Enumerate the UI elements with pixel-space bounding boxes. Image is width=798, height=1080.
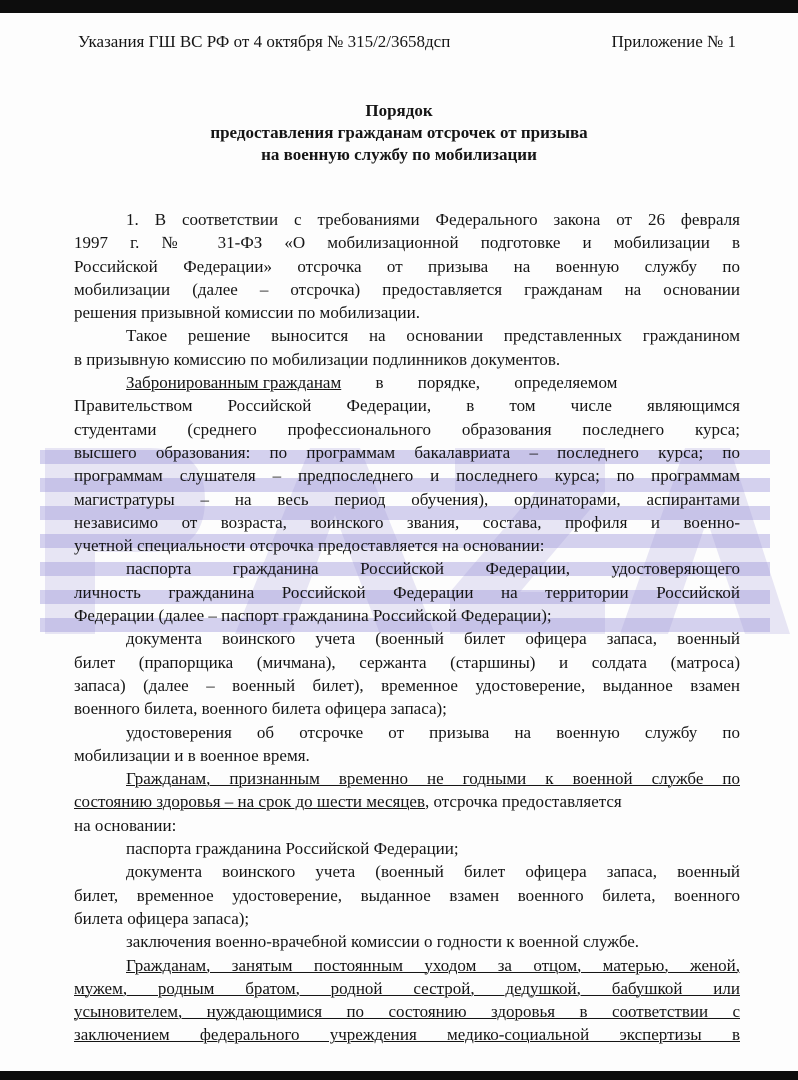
text-line: 1. В соответствии с требованиями Федерального закона от 26 февраля [126,210,740,229]
underlined-heading: Гражданам, признанным временно не годными к военной службе по [126,769,740,789]
text-line [74,371,740,394]
text-line: военного билета, военного билета офицера запаса); [74,699,447,719]
text-line: личность гражданина Российской Федерации на территории Российской [74,582,740,602]
text-line: программам слушателя – предпоследнего и последнего курса; по программам [74,466,740,486]
text-line: учетной специальности отсрочка предоставляется на основании: [74,536,545,556]
title-line: предоставления гражданам отсрочек от призыва [210,123,588,142]
text-line: Такое решение выносится на основании представленных гражданином [126,326,740,346]
underlined-heading: Забронированным гражданам [126,373,342,393]
text-line: высшего образования: по программам бакалавриата – последнего курса; по [74,442,740,462]
text-line: Федерации (далее – паспорт гражданина Российской Федерации); [74,606,552,626]
text-line: билет (прапорщика (мичмана), сержанта (старшины) и солдата (матроса) [74,652,740,672]
top-black-bar [0,0,798,13]
text-line: магистратуры – на весь период обучения), ординаторами, аспирантами [74,489,740,509]
text-line: документа воинского учета (военный билет офицера запаса, военный [126,629,740,649]
text-line: мобилизации (далее – отсрочка) предоставляется гражданам на основании [74,279,740,299]
underlined-heading: мужем, родным братом, родной сестрой, дедушкой, бабушкой или [74,978,740,998]
title-line: на военную службу по мобилизации [261,145,537,164]
appendix-label: Приложение № 1 [611,32,736,51]
document-body [74,208,740,1047]
text-line: Российской Федерации» отсрочка от призыва на военную службу по [74,256,740,276]
text-line: независимо от возраста, воинского звания, состава, профиля и военно- [74,512,740,532]
underlined-heading: состоянию здоровья – на срок до шести месяцев [74,792,426,812]
text-line: мобилизации и в военное время. [74,745,310,765]
document-reference: Указания ГШ ВС РФ от 4 октября № 315/2/3658дсп [78,32,451,51]
text-line: решения призывной комиссии по мобилизации. [74,303,420,323]
text-line: паспорта гражданина Российской Федерации; [126,839,459,859]
text-line: паспорта гражданина Российской Федерации, удостоверяющего [126,559,740,579]
text-line: на основании: [74,815,177,835]
text-fragment: , отсрочка предоставляется [425,792,622,812]
document-title [0,100,798,166]
text-line: 1997 г. № 31-ФЗ «О мобилизационной подготовке и мобилизации в [74,233,740,253]
underlined-heading: усыновителем, нуждающимися по состоянию здоровья в соответствии с [74,1002,740,1022]
text-line: запаса) (далее – военный билет), временное удостоверение, выданное взамен [74,675,740,695]
text-line [74,790,740,813]
underlined-heading: Гражданам, занятым постоянным уходом за отцом, матерью, женой, [126,955,740,975]
text-line: Правительством Российской Федерации, в том числе являющимся [74,396,740,416]
title-line: Порядок [365,101,433,120]
bottom-black-bar [0,1071,798,1080]
text-line: билет, временное удостоверение, выданное взамен военного билета, военного [74,885,740,905]
text-fragment: в порядке, определяемом [341,373,618,393]
text-line: документа воинского учета (военный билет офицера запаса, военный [126,862,740,882]
text-line: удостоверения об отсрочке от призыва на военную службу по [126,722,740,742]
text-line: билета офицера запаса); [74,908,250,928]
text-line: заключения военно-врачебной комиссии о годности к военной службе. [126,932,640,952]
underlined-heading: заключением федерального учреждения медико-социальной экспертизы в [74,1025,740,1045]
text-line: в призывную комиссию по мобилизации подлинников документов. [74,349,561,369]
text-line: студентами (среднего профессионального образования последнего курса; [74,419,740,439]
